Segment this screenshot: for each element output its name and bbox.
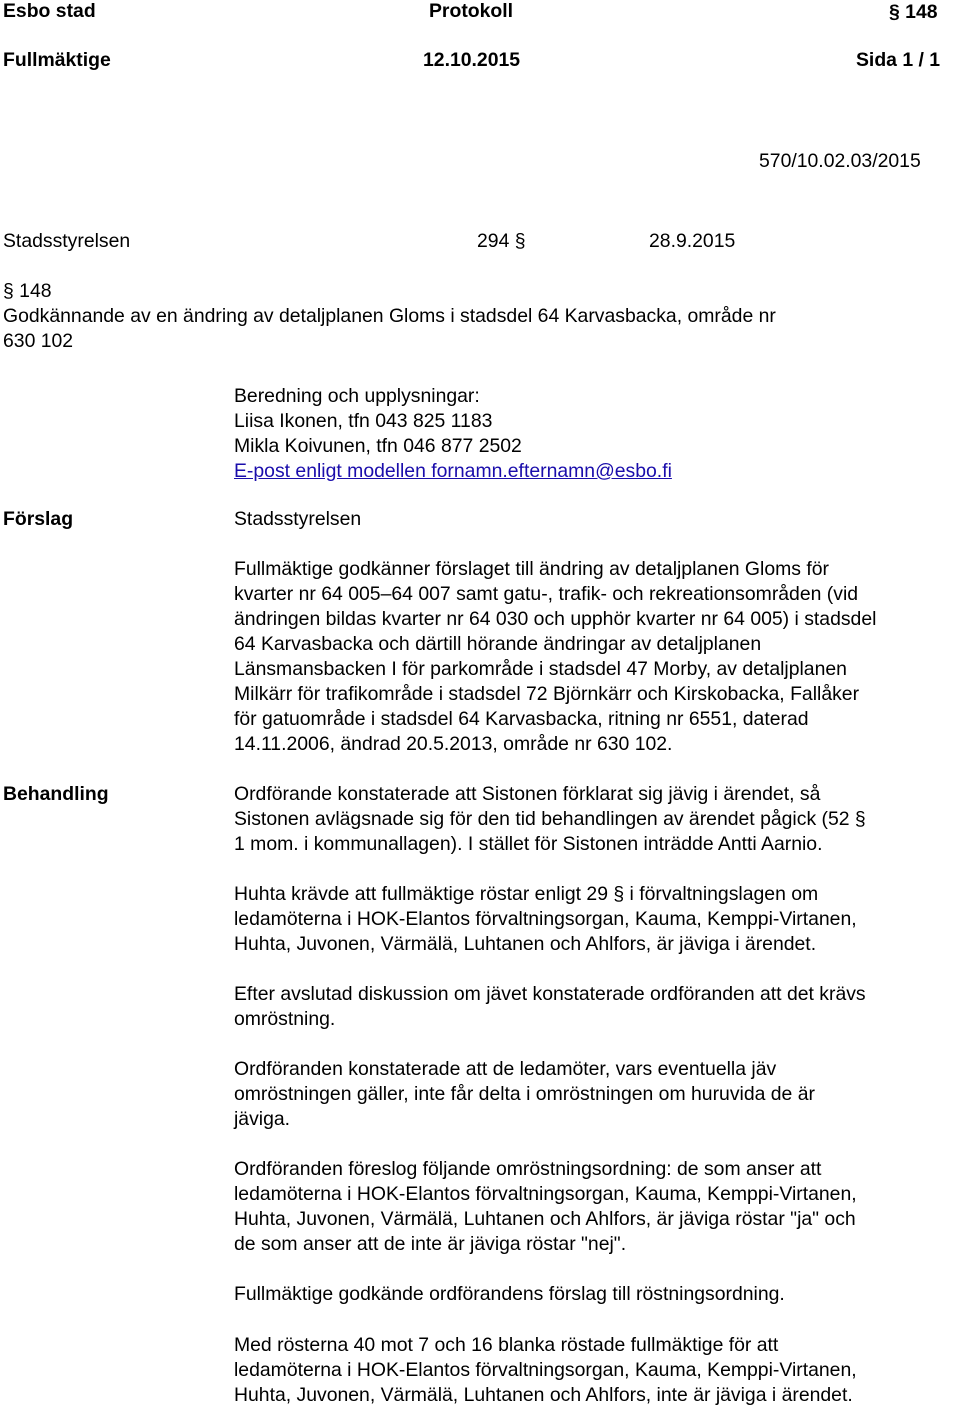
- behandling-paragraph: [234, 782, 960, 857]
- text-line: ledamöterna i HOK-Elantos förvaltningsorgan, Kauma, Kemppi-Virtanen,: [234, 1359, 857, 1381]
- text-line: Ordförande konstaterade att Sistonen förklarat sig jävig i ärendet, så: [234, 783, 821, 805]
- behandling-label: Behandling: [3, 783, 109, 805]
- behandling-paragraph: [234, 882, 960, 957]
- page-indicator: Sida 1 / 1: [856, 49, 941, 71]
- text-line: Huhta, Juvonen, Värmälä, Luhtanen och Ahlfors, inte är jäviga i ärendet.: [234, 1384, 853, 1406]
- text-line: 64 Karvasbacka och därtill hörande ändringar av detaljplanen: [234, 633, 762, 655]
- prior-body: Stadsstyrelsen: [3, 230, 131, 252]
- text-line: Huhta krävde att fullmäktige röstar enligt 29 § i förvaltningslagen om: [234, 883, 819, 905]
- text-line: Med rösterna 40 mot 7 och 16 blanka röstade fullmäktige för att: [234, 1334, 779, 1356]
- text-line: ledamöterna i HOK-Elantos förvaltningsorgan, Kauma, Kemppi-Virtanen,: [234, 1183, 857, 1205]
- proposer: Stadsstyrelsen: [234, 508, 362, 530]
- behandling-paragraph: [234, 1333, 960, 1408]
- text-line: Ordföranden konstaterade att de ledamöter, vars eventuella jäv: [234, 1058, 777, 1080]
- prior-date: 28.9.2015: [649, 230, 736, 252]
- org-name: Esbo stad: [3, 0, 96, 22]
- text-line: de som anser att de inte är jäviga röstar "nej".: [234, 1233, 627, 1255]
- behandling-paragraph: [234, 1057, 960, 1132]
- prep-contact: Liisa Ikonen, tfn 043 825 1183: [234, 410, 493, 432]
- case-title-line: Godkännande av en ändring av detaljplanen Gloms i stadsdel 64 Karvasbacka, område nr: [3, 305, 776, 327]
- text-line: för gatuområde i stadsdel 64 Karvasbacka, ritning nr 6551, daterad: [234, 708, 809, 730]
- behandling-paragraph: [234, 1157, 960, 1257]
- text-line: omröstning.: [234, 1008, 336, 1030]
- section-number: § 148: [889, 1, 938, 23]
- prep-heading: Beredning och upplysningar:: [234, 385, 480, 407]
- text-line: 1 mom. i kommunallagen). I stället för Sistonen inträdde Antti Aarnio.: [234, 833, 823, 855]
- email-link[interactable]: E-post enligt modellen fornamn.efternamn@esbo.fi: [234, 460, 672, 482]
- meeting-body: Fullmäktige: [3, 49, 111, 71]
- document-type: Protokoll: [429, 0, 514, 22]
- case-section: § 148: [3, 280, 52, 302]
- behandling-paragraph: [234, 982, 960, 1032]
- text-line: 14.11.2006, ändrad 20.5.2013, område nr 630 102.: [234, 733, 673, 755]
- text-line: Huhta, Juvonen, Värmälä, Luhtanen och Ahlfors, är jäviga röstar "ja" och: [234, 1208, 856, 1230]
- prep-contact: Mikla Koivunen, tfn 046 877 2502: [234, 435, 522, 457]
- prior-section: 294 §: [477, 230, 526, 252]
- case-title-line: 630 102: [3, 330, 74, 352]
- text-line: jäviga.: [234, 1108, 291, 1130]
- diarie-number: 570/10.02.03/2015: [759, 150, 921, 172]
- text-line: kvarter nr 64 005–64 007 samt gatu-, trafik- och rekreationsområden (vid: [234, 583, 859, 605]
- meeting-date: 12.10.2015: [423, 49, 521, 71]
- text-line: Ordföranden föreslog följande omröstningsordning: de som anser att: [234, 1158, 822, 1180]
- forslag-text: [234, 557, 960, 757]
- text-line: ändringen bildas kvarter nr 64 030 och upphör kvarter nr 64 005) i stadsdel: [234, 608, 877, 630]
- text-line: Sistonen avlägsnade sig för den tid behandlingen av ärendet pågick (52 §: [234, 808, 866, 830]
- behandling-paragraph: [234, 1282, 960, 1307]
- text-line: Fullmäktige godkänner förslaget till ändring av detaljplanen Gloms för: [234, 558, 829, 580]
- text-line: Länsmansbacken I för parkområde i stadsdel 47 Morby, av detaljplanen: [234, 658, 847, 680]
- forslag-label: Förslag: [3, 508, 74, 530]
- text-line: Milkärr för trafikområde i stadsdel 72 Björnkärr och Kirskobacka, Fallåker: [234, 683, 860, 705]
- text-line: ledamöterna i HOK-Elantos förvaltningsorgan, Kauma, Kemppi-Virtanen,: [234, 908, 857, 930]
- text-line: Efter avslutad diskussion om jävet konstaterade ordföranden att det krävs: [234, 983, 866, 1005]
- text-line: omröstningen gäller, inte får delta i omröstningen om huruvida de är: [234, 1083, 815, 1105]
- text-line: Fullmäktige godkände ordförandens förslag till röstningsordning.: [234, 1283, 785, 1305]
- text-line: Huhta, Juvonen, Värmälä, Luhtanen och Ahlfors, är jäviga i ärendet.: [234, 933, 817, 955]
